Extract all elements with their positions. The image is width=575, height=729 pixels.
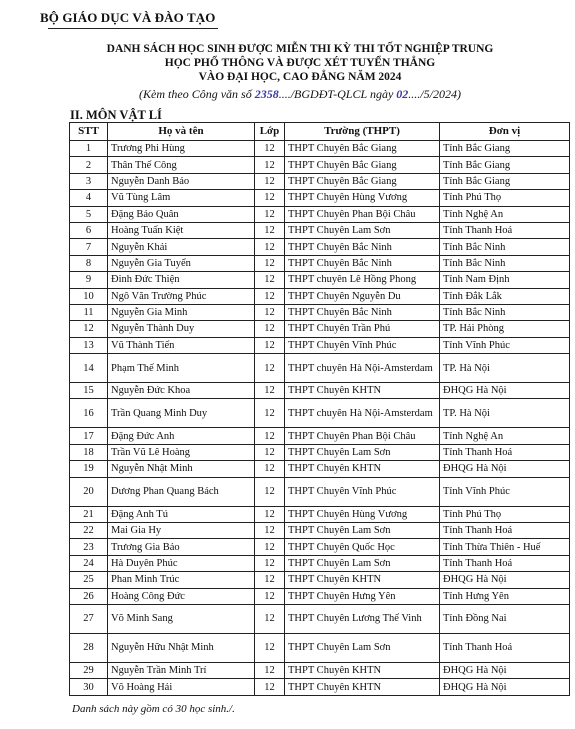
- table-row: [70, 321, 570, 337]
- header-name: Họ và tên: [108, 123, 255, 141]
- cell-name: Nguyễn Đức Khoa: [108, 383, 255, 399]
- cell-school: THPT Chuyên Bắc Ninh: [285, 304, 440, 320]
- cell-stt: 22: [70, 523, 108, 539]
- cell-grade: 12: [255, 662, 285, 678]
- cell-grade: 12: [255, 190, 285, 206]
- table-row: [70, 255, 570, 271]
- header-stt: STT: [70, 123, 108, 141]
- cell-unit: Tỉnh Thanh Hoá: [440, 633, 570, 662]
- cell-name: Vũ Thành Tiến: [108, 337, 255, 353]
- cell-school: THPT Chuyên KHTN: [285, 679, 440, 695]
- table-row: [70, 477, 570, 506]
- cell-school: THPT Chuyên Hùng Vương: [285, 190, 440, 206]
- cell-unit: TP. Hà Nội: [440, 354, 570, 383]
- cell-stt: 1: [70, 141, 108, 157]
- cell-stt: 21: [70, 506, 108, 522]
- cell-school: THPT Chuyên KHTN: [285, 572, 440, 588]
- document-title-line-2: HỌC PHỔ THÔNG VÀ ĐƯỢC XÉT TUYỂN THẲNG: [164, 57, 436, 69]
- table-row: [70, 539, 570, 555]
- cell-name: Hoàng Công Đức: [108, 588, 255, 604]
- cell-unit: ĐHQG Hà Nội: [440, 461, 570, 477]
- cell-school: THPT Chuyên Lam Sơn: [285, 523, 440, 539]
- cell-school: THPT Chuyên Hưng Yên: [285, 588, 440, 604]
- cell-name: Ngô Văn Trường Phúc: [108, 288, 255, 304]
- cell-stt: 18: [70, 444, 108, 460]
- cell-stt: 4: [70, 190, 108, 206]
- cell-stt: 5: [70, 206, 108, 222]
- cell-stt: 19: [70, 461, 108, 477]
- cell-school: THPT Chuyên Bắc Giang: [285, 157, 440, 173]
- cell-stt: 30: [70, 679, 108, 695]
- cell-name: Võ Hoàng Hải: [108, 679, 255, 695]
- cell-stt: 8: [70, 255, 108, 271]
- cell-grade: 12: [255, 157, 285, 173]
- handwritten-doc-day: 02: [396, 87, 409, 101]
- cell-grade: 12: [255, 572, 285, 588]
- cell-school: THPT Chuyên Bắc Giang: [285, 173, 440, 189]
- cell-name: Vũ Tùng Lâm: [108, 190, 255, 206]
- cell-school: THPT Chuyên Quốc Học: [285, 539, 440, 555]
- cell-stt: 28: [70, 633, 108, 662]
- cell-stt: 12: [70, 321, 108, 337]
- cell-grade: 12: [255, 477, 285, 506]
- cell-stt: 23: [70, 539, 108, 555]
- cell-stt: 7: [70, 239, 108, 255]
- cell-unit: Tỉnh Bắc Giang: [440, 157, 570, 173]
- cell-stt: 14: [70, 354, 108, 383]
- table-row: [70, 399, 570, 428]
- cell-grade: 12: [255, 255, 285, 271]
- cell-unit: Tỉnh Đồng Nai: [440, 604, 570, 633]
- cell-name: Trần Vũ Lê Hoàng: [108, 444, 255, 460]
- cell-stt: 25: [70, 572, 108, 588]
- cell-school: THPT Chuyên Bắc Ninh: [285, 239, 440, 255]
- cell-school: THPT Chuyên Phan Bội Châu: [285, 428, 440, 444]
- cell-grade: 12: [255, 173, 285, 189]
- cell-grade: 12: [255, 555, 285, 571]
- cell-unit: Tỉnh Phú Thọ: [440, 190, 570, 206]
- cell-grade: 12: [255, 206, 285, 222]
- cell-unit: Tỉnh Thanh Hoá: [440, 555, 570, 571]
- cell-grade: 12: [255, 539, 285, 555]
- document-title-line-3: VÀO ĐẠI HỌC, CAO ĐẲNG NĂM 2024: [198, 71, 402, 83]
- cell-name: Đặng Đức Anh: [108, 428, 255, 444]
- table-row: [70, 157, 570, 173]
- cell-stt: 16: [70, 399, 108, 428]
- cell-grade: 12: [255, 444, 285, 460]
- header-grade: Lớp: [255, 123, 285, 141]
- cell-school: THPT Chuyên Lam Sơn: [285, 555, 440, 571]
- table-row: [70, 288, 570, 304]
- ministry-name: BỘ GIÁO DỤC VÀ ĐÀO TẠO: [40, 10, 216, 25]
- attachment-prefix: (Kèm theo Công văn số: [139, 87, 255, 101]
- cell-unit: Tỉnh Bắc Giang: [440, 173, 570, 189]
- cell-unit: Tỉnh Hưng Yên: [440, 588, 570, 604]
- table-row: [70, 337, 570, 353]
- cell-stt: 20: [70, 477, 108, 506]
- document-title-line-1: DANH SÁCH HỌC SINH ĐƯỢC MIỄN THI KỲ THI TỐT NGHIỆP TRUNG: [106, 43, 494, 55]
- table-header-row: [70, 123, 570, 141]
- cell-grade: 12: [255, 588, 285, 604]
- table-row: [70, 383, 570, 399]
- header-school: Trường (THPT): [285, 123, 440, 141]
- cell-grade: 12: [255, 239, 285, 255]
- cell-name: Phạm Thế Minh: [108, 354, 255, 383]
- table-row: [70, 190, 570, 206]
- cell-grade: 12: [255, 272, 285, 288]
- cell-stt: 11: [70, 304, 108, 320]
- cell-unit: Tỉnh Bắc Giang: [440, 141, 570, 157]
- cell-unit: Tỉnh Thanh Hoá: [440, 444, 570, 460]
- cell-grade: 12: [255, 428, 285, 444]
- cell-stt: 24: [70, 555, 108, 571]
- cell-unit: Tỉnh Nghệ An: [440, 428, 570, 444]
- cell-grade: 12: [255, 399, 285, 428]
- cell-grade: 12: [255, 321, 285, 337]
- cell-name: Trần Quang Minh Duy: [108, 399, 255, 428]
- cell-name: Dương Phan Quang Bách: [108, 477, 255, 506]
- table-row: [70, 206, 570, 222]
- cell-school: THPT Chuyên Trần Phú: [285, 321, 440, 337]
- cell-stt: 27: [70, 604, 108, 633]
- student-table: [69, 122, 570, 696]
- cell-name: Nguyễn Gia Tuyển: [108, 255, 255, 271]
- section-title: II. MÔN VẬT LÍ: [70, 108, 162, 122]
- table-row: [70, 572, 570, 588]
- cell-school: THPT Chuyên Lam Sơn: [285, 222, 440, 238]
- table-row: [70, 523, 570, 539]
- cell-grade: 12: [255, 222, 285, 238]
- cell-name: Hà Duyên Phúc: [108, 555, 255, 571]
- cell-grade: 12: [255, 604, 285, 633]
- cell-unit: Tỉnh Nam Định: [440, 272, 570, 288]
- handwritten-doc-number: 2358: [254, 87, 279, 101]
- cell-school: THPT Chuyên Bắc Giang: [285, 141, 440, 157]
- cell-school: THPT Chuyên Vĩnh Phúc: [285, 477, 440, 506]
- cell-stt: 29: [70, 662, 108, 678]
- cell-school: THPT Chuyên Nguyễn Du: [285, 288, 440, 304]
- table-body: [70, 141, 570, 696]
- table-row: [70, 239, 570, 255]
- cell-grade: 12: [255, 288, 285, 304]
- cell-name: Nguyễn Khải: [108, 239, 255, 255]
- cell-stt: 2: [70, 157, 108, 173]
- cell-school: THPT Chuyên Lam Sơn: [285, 444, 440, 460]
- cell-stt: 10: [70, 288, 108, 304]
- attachment-mid: ..../BGDĐT-QLCL ngày: [278, 87, 397, 101]
- cell-grade: 12: [255, 679, 285, 695]
- table-row: [70, 679, 570, 695]
- cell-name: Nguyễn Danh Bảo: [108, 173, 255, 189]
- table-row: [70, 604, 570, 633]
- table-row: [70, 141, 570, 157]
- cell-school: THPT chuyên Hà Nội-Amsterdam: [285, 399, 440, 428]
- cell-unit: Tỉnh Vĩnh Phúc: [440, 477, 570, 506]
- cell-stt: 3: [70, 173, 108, 189]
- cell-school: THPT Chuyên KHTN: [285, 383, 440, 399]
- cell-grade: 12: [255, 304, 285, 320]
- cell-unit: ĐHQG Hà Nội: [440, 572, 570, 588]
- cell-name: Nguyễn Trần Minh Trí: [108, 662, 255, 678]
- table-row: [70, 588, 570, 604]
- table-row: [70, 633, 570, 662]
- cell-name: Trương Phi Hùng: [108, 141, 255, 157]
- cell-school: THPT Chuyên KHTN: [285, 662, 440, 678]
- cell-stt: 15: [70, 383, 108, 399]
- cell-unit: TP. Hà Nội: [440, 399, 570, 428]
- cell-name: Nguyễn Thành Duy: [108, 321, 255, 337]
- cell-name: Phan Minh Trúc: [108, 572, 255, 588]
- table-row: [70, 272, 570, 288]
- cell-grade: 12: [255, 461, 285, 477]
- cell-name: Mai Gia Hy: [108, 523, 255, 539]
- cell-name: Trương Gia Bảo: [108, 539, 255, 555]
- cell-unit: ĐHQG Hà Nội: [440, 383, 570, 399]
- cell-stt: 13: [70, 337, 108, 353]
- table-row: [70, 444, 570, 460]
- cell-unit: Tỉnh Nghệ An: [440, 206, 570, 222]
- cell-grade: 12: [255, 633, 285, 662]
- cell-school: THPT Chuyên Bắc Ninh: [285, 255, 440, 271]
- cell-name: Đặng Bảo Quân: [108, 206, 255, 222]
- cell-unit: Tỉnh Phú Thọ: [440, 506, 570, 522]
- footer-note: Danh sách này gồm có 30 học sinh./.: [72, 703, 235, 715]
- cell-name: Đinh Đức Thiện: [108, 272, 255, 288]
- cell-grade: 12: [255, 383, 285, 399]
- cell-unit: Tỉnh Bắc Ninh: [440, 239, 570, 255]
- table-row: [70, 354, 570, 383]
- cell-name: Võ Minh Sang: [108, 604, 255, 633]
- cell-school: THPT chuyên Hà Nội-Amsterdam: [285, 354, 440, 383]
- cell-unit: ĐHQG Hà Nội: [440, 679, 570, 695]
- table-row: [70, 173, 570, 189]
- table-row: [70, 662, 570, 678]
- table-row: [70, 428, 570, 444]
- cell-grade: 12: [255, 141, 285, 157]
- cell-school: THPT Chuyên Hùng Vương: [285, 506, 440, 522]
- cell-grade: 12: [255, 354, 285, 383]
- cell-school: THPT Chuyên Lương Thế Vinh: [285, 604, 440, 633]
- table-row: [70, 461, 570, 477]
- cell-school: THPT Chuyên Vĩnh Phúc: [285, 337, 440, 353]
- cell-name: Thân Thế Công: [108, 157, 255, 173]
- cell-stt: 17: [70, 428, 108, 444]
- cell-name: Đặng Anh Tú: [108, 506, 255, 522]
- cell-unit: Tỉnh Thanh Hoá: [440, 222, 570, 238]
- table-row: [70, 555, 570, 571]
- attachment-reference: [40, 87, 560, 102]
- cell-school: THPT Chuyên Lam Sơn: [285, 633, 440, 662]
- cell-name: Hoàng Tuấn Kiệt: [108, 222, 255, 238]
- attachment-suffix: ..../5/2024): [408, 87, 461, 101]
- cell-stt: 9: [70, 272, 108, 288]
- cell-stt: 26: [70, 588, 108, 604]
- table-row: [70, 222, 570, 238]
- cell-unit: ĐHQG Hà Nội: [440, 662, 570, 678]
- cell-name: Nguyễn Nhật Minh: [108, 461, 255, 477]
- cell-stt: 6: [70, 222, 108, 238]
- table-row: [70, 304, 570, 320]
- cell-unit: Tỉnh Vĩnh Phúc: [440, 337, 570, 353]
- cell-grade: 12: [255, 337, 285, 353]
- cell-grade: 12: [255, 523, 285, 539]
- cell-unit: Tỉnh Đắk Lắk: [440, 288, 570, 304]
- cell-name: Nguyễn Gia Minh: [108, 304, 255, 320]
- cell-school: THPT Chuyên KHTN: [285, 461, 440, 477]
- header-unit: Đơn vị: [440, 123, 570, 141]
- cell-unit: Tỉnh Thanh Hoá: [440, 523, 570, 539]
- cell-name: Nguyễn Hữu Nhật Minh: [108, 633, 255, 662]
- ministry-underline: [48, 28, 218, 29]
- cell-unit: TP. Hải Phòng: [440, 321, 570, 337]
- table-row: [70, 506, 570, 522]
- cell-school: THPT Chuyên Phan Bội Châu: [285, 206, 440, 222]
- cell-unit: Tỉnh Thừa Thiên - Huế: [440, 539, 570, 555]
- cell-unit: Tỉnh Bắc Ninh: [440, 255, 570, 271]
- cell-school: THPT chuyên Lê Hồng Phong: [285, 272, 440, 288]
- cell-unit: Tỉnh Bắc Ninh: [440, 304, 570, 320]
- cell-grade: 12: [255, 506, 285, 522]
